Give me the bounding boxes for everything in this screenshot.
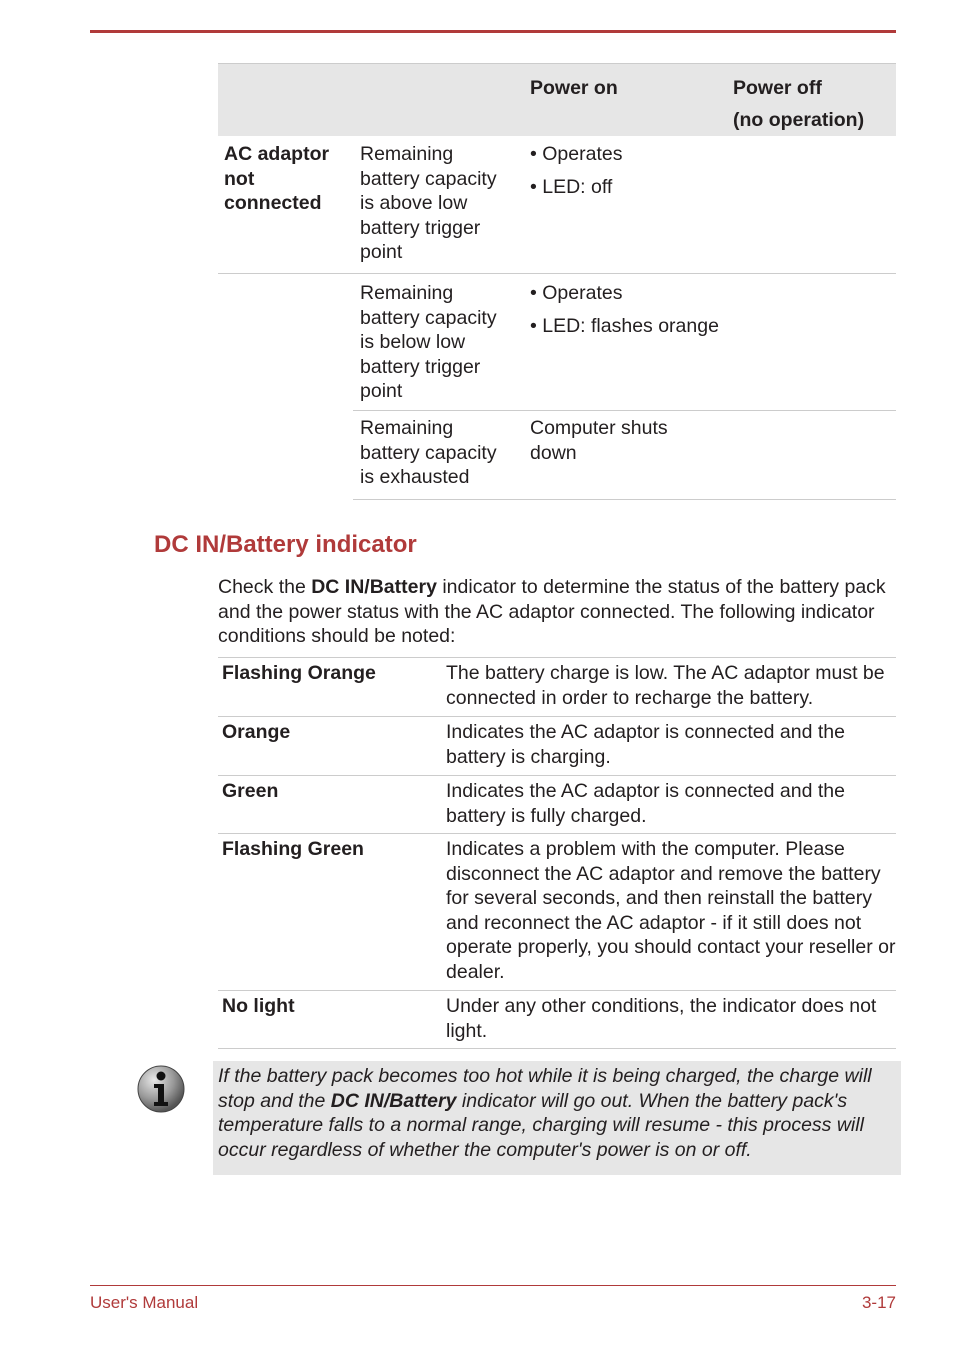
indicator-table [218, 657, 896, 1049]
power-on-line: • LED: flashes orange [530, 314, 719, 337]
table-row [218, 658, 896, 717]
indicator-desc: Indicates the AC adaptor is connected and the battery is charging. [446, 721, 845, 768]
intro-text: Check the [218, 576, 312, 598]
indicator-label: Flashing Green [222, 838, 364, 860]
indicator-label: Orange [222, 721, 291, 743]
table-row [353, 411, 896, 500]
note-part: indicator will go out. When the battery pack's temperature falls to a normal range, charging will resume - this process will occur regardless of whether the computer's power is on or off. [218, 1089, 864, 1161]
header-power-on: Power on [530, 77, 618, 99]
note-box [213, 1061, 901, 1175]
indicator-label: Green [222, 780, 279, 802]
indicator-desc: The battery charge is low. The AC adaptor must be connected in order to recharge the battery. [446, 662, 885, 709]
table-header [218, 63, 896, 136]
indicator-desc: Under any other conditions, the indicator does not light. [446, 995, 877, 1042]
table-row [218, 776, 896, 834]
note-text [218, 1064, 898, 1162]
table-row [218, 717, 896, 776]
intro-bold: DC IN/Battery [311, 576, 437, 598]
section-title: DC IN/Battery indicator [154, 531, 417, 558]
table-row [218, 991, 896, 1049]
power-on-line: • LED: off [530, 175, 613, 198]
footer-manual-title: User's Manual [90, 1293, 199, 1312]
note-part: If the battery pack becomes too hot while it is being charged, the charge will stop and the [218, 1065, 872, 1112]
header-power-off [733, 72, 864, 136]
top-rule [90, 30, 896, 33]
table-row [353, 274, 896, 411]
footer-page-number: 3-17 [861, 1293, 896, 1312]
table-row [218, 136, 896, 274]
power-on-line: • Operates [530, 143, 623, 165]
condition-cell: Remaining battery capacity is below low battery trigger point [360, 282, 497, 402]
indicator-label: No light [222, 995, 295, 1017]
power-on-line: • Operates [530, 282, 623, 304]
info-icon [136, 1064, 186, 1114]
header-power-off-line1: Power off [733, 77, 822, 99]
indicator-label: Flashing Orange [222, 662, 376, 684]
header-power-off-line2: (no operation) [733, 109, 865, 131]
power-on-cell [530, 281, 730, 338]
power-status-table [218, 63, 896, 500]
condition-cell: Remaining battery capacity is exhausted [360, 417, 497, 488]
condition-cell: Remaining battery capacity is above low battery trigger point [360, 143, 497, 263]
indicator-desc: Indicates a problem with the computer. Please disconnect the AC adaptor and remove the battery for several seconds, and then reinstall the battery and reconnect the AC adaptor - if it still does not operate properly, you should contact your reseller or dealer. [446, 838, 896, 983]
power-on-cell: Computer shuts down [530, 417, 668, 464]
table-row [218, 834, 896, 991]
intro-text: indicator to determine the status of the battery pack and the power status with the AC adaptor connected. The following indicator conditions should be noted: [218, 576, 886, 647]
group-label: AC adaptor not connected [224, 143, 330, 214]
bottom-rule [90, 1285, 896, 1286]
intro-paragraph [218, 575, 896, 649]
indicator-desc: Indicates the AC adaptor is connected and the battery is fully charged. [446, 780, 845, 827]
power-on-cell [530, 142, 730, 199]
note-bold: DC IN/Battery [330, 1089, 457, 1112]
